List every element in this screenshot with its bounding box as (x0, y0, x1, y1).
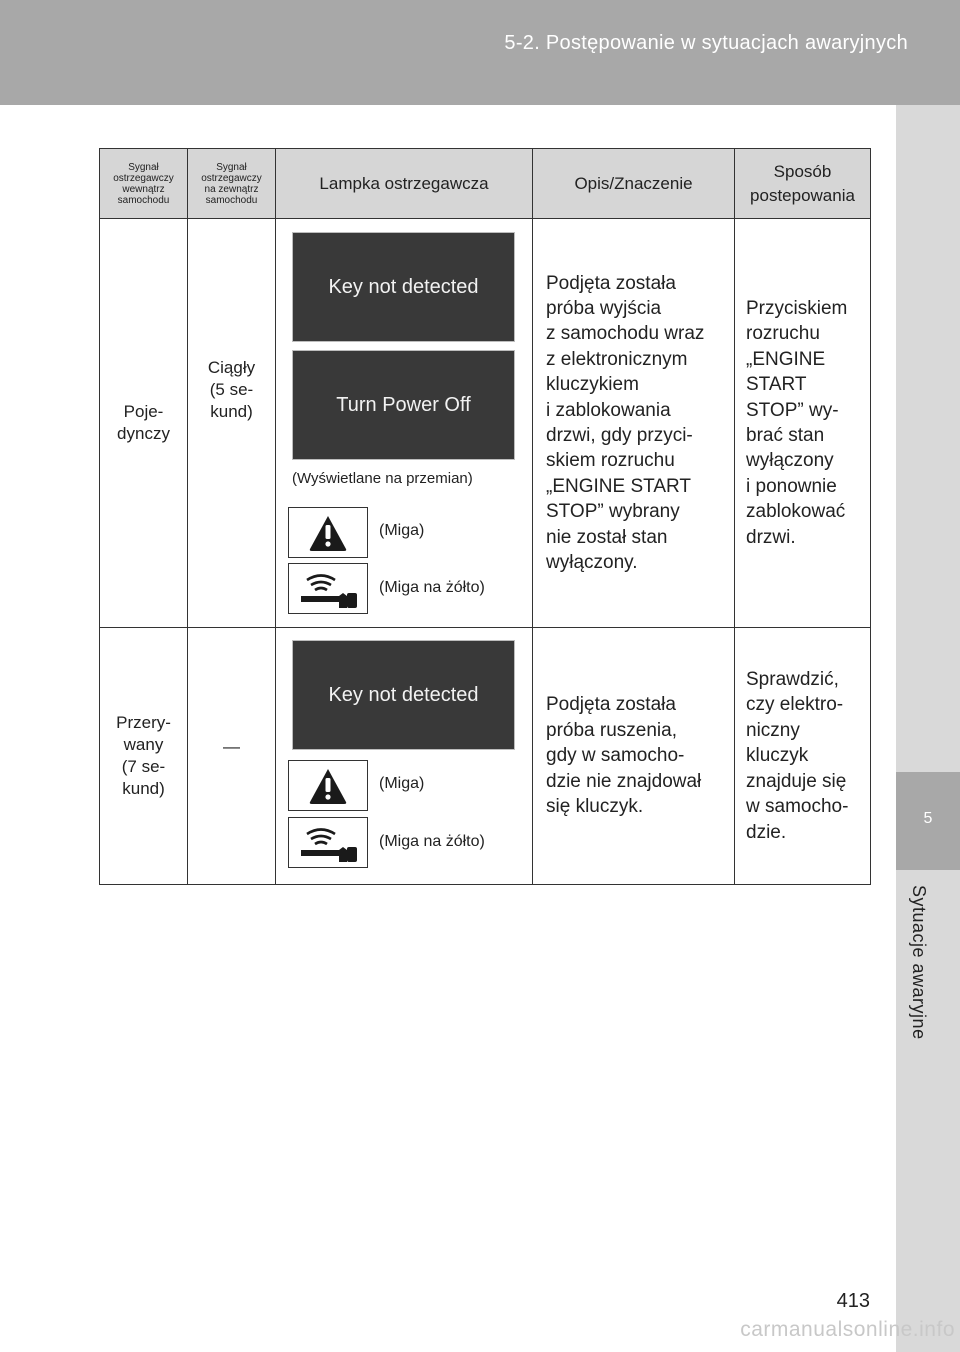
lamp-cell (276, 628, 533, 885)
outside-signal-cell: — (188, 628, 276, 885)
action-cell: Przyciskiem rozruchu „ENGINE START STOP” wy- brać stan wyłączony i ponownie zablokować drzwi. (735, 219, 871, 628)
chapter-number: 5 (923, 810, 933, 827)
action-cell: Sprawdzić, czy elektro- niczny kluczyk znajduje się w samocho- dzie. (735, 628, 871, 885)
meaning-cell: Podjęta została próba wyjścia z samochodu wraz z elektronicznym kluczykiem i zablokowania drzwi, gdy przyci- skiem rozruchu „ENGINE START STOP” wybrany nie został stan wyłączony. (533, 219, 735, 628)
warning-table (99, 148, 871, 885)
table-row (100, 219, 871, 628)
header-outside-signal: Sygnał ostrzegawczy na zewnątrz samochodu (188, 149, 276, 219)
display-turn-power-off: Turn Power Off (292, 350, 515, 460)
watermark: carmanualsonline.info (740, 1318, 955, 1341)
inside-signal-cell: Poje- dynczy (100, 219, 188, 628)
chapter-header (0, 0, 960, 105)
meaning-cell: Podjęta została próba ruszenia, gdy w samocho- dzie nie znajdował się kluczyk. (533, 628, 735, 885)
section-title: 5-2. Postępowanie w sytuacjach awaryjnych (504, 32, 908, 54)
display-key-not-detected: Key not detected (292, 640, 515, 750)
chapter-title: Sytuacje awaryjne (909, 885, 929, 1040)
warning-label: (Miga) (379, 522, 425, 539)
warning-triangle-icon (288, 507, 368, 558)
key-indicator-label: (Miga na żółto) (379, 833, 485, 850)
outside-signal-cell: Ciągły (5 se- kund) (188, 219, 276, 628)
lamp-cell (276, 219, 533, 628)
page-number: 413 (836, 1290, 870, 1312)
key-indicator-icon (288, 817, 368, 868)
table-header-row (100, 149, 871, 219)
key-indicator-label: (Miga na żółto) (379, 579, 485, 596)
header-inside-signal: Sygnał ostrzegawczy wewnątrz samochodu (100, 149, 188, 219)
warning-triangle-icon (288, 760, 368, 811)
display-key-not-detected: Key not detected (292, 232, 515, 342)
chapter-sidebar (896, 105, 960, 1352)
alternating-note: (Wyświetlane na przemian) (292, 470, 473, 487)
key-indicator-icon (288, 563, 368, 614)
header-action: Sposób postepowania (735, 149, 871, 219)
table-row (100, 628, 871, 885)
warning-label: (Miga) (379, 775, 425, 792)
inside-signal-cell: Przery- wany (7 se- kund) (100, 628, 188, 885)
header-lamp: Lampka ostrzegawcza (276, 149, 533, 219)
header-meaning: Opis/Znaczenie (533, 149, 735, 219)
chapter-tab (896, 772, 960, 870)
